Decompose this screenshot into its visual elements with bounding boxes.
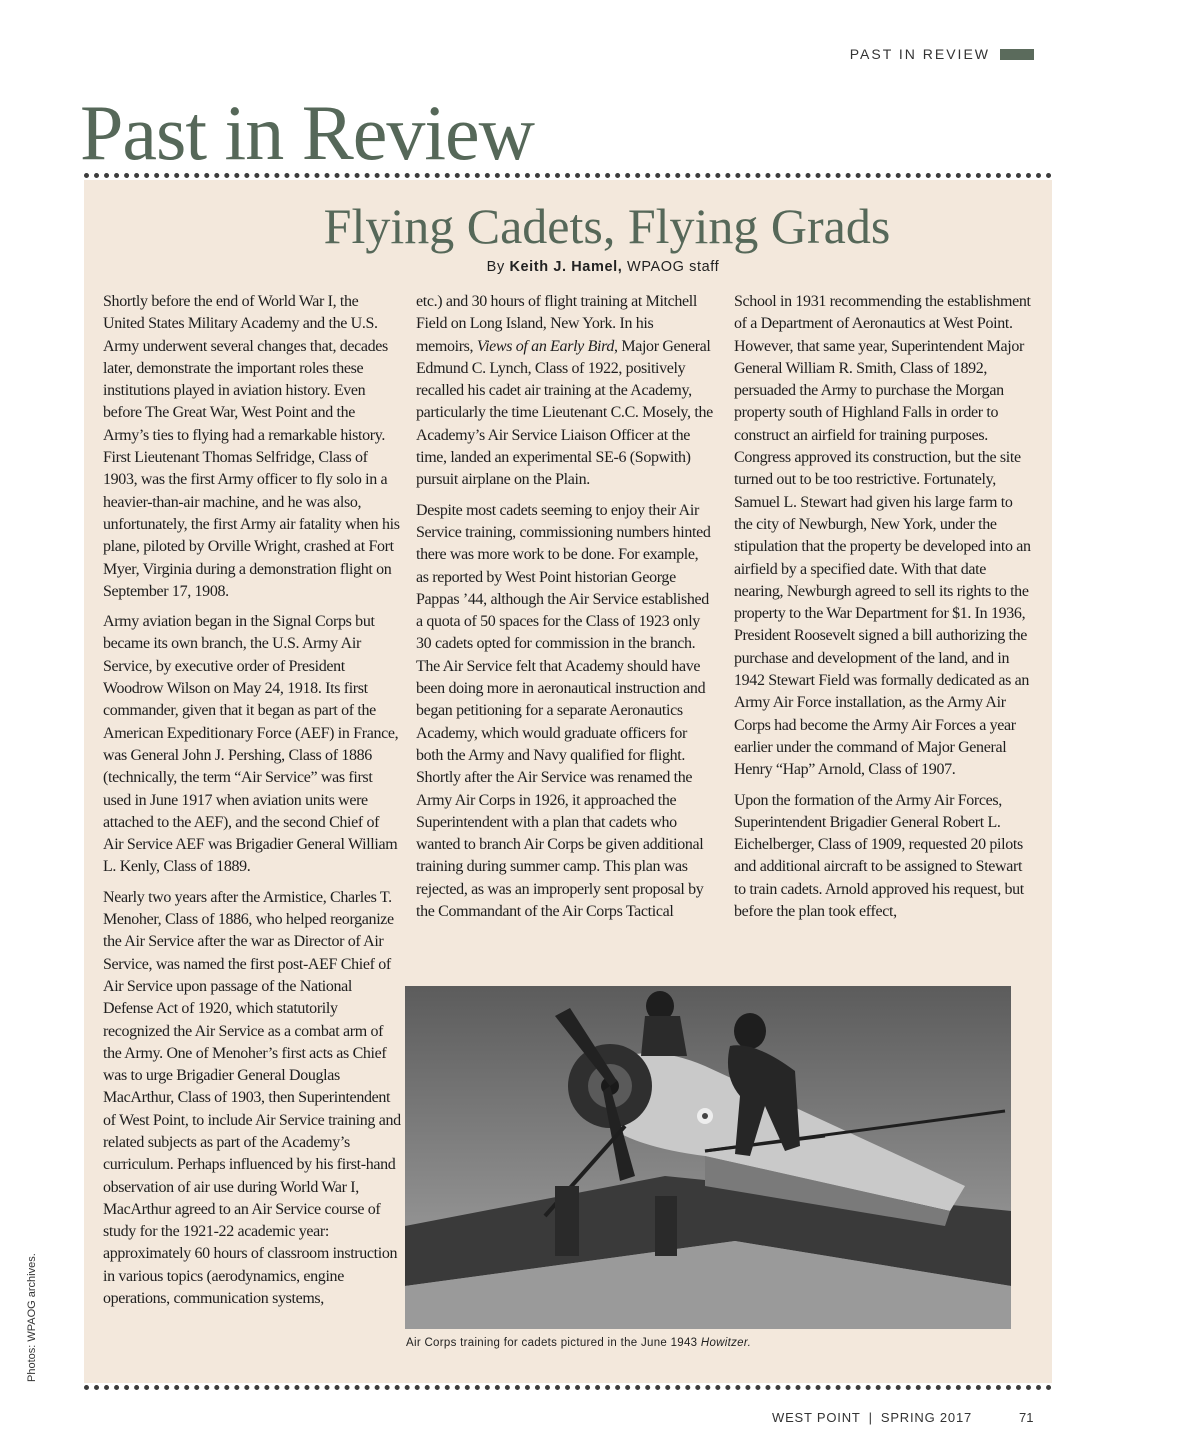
paragraph: Upon the formation of the Army Air Forces, Superintendent Brigadier General Robert L. Eichelberger, Class of 1909, requested 20 pilots and additional aircraft to be assigned to Stewart to train cadets. Arnold approved his request, but before the plan took effect, — [734, 791, 1024, 921]
article-headline: Flying Cadets, Flying Grads — [323, 198, 891, 254]
paragraph: Army aviation began in the Signal Corps but became its own branch, the U.S. Army Air Service, by executive order of President Woodrow Wilson on May 24, 1918. Its first commander, given that it began as part of the American Expeditionary Force (AEF) in France, was General John J. Pershing, Class of 1886 (technically, the term “Air Service” was first used in June 1917 when aviation units were attached to the AEF), and the second Chief of Air Service AEF was Brigadier General William L. Kenly, Class of 1889. — [103, 613, 399, 876]
publication-name: WEST POINT — [772, 1410, 861, 1425]
page-footer — [772, 1410, 972, 1425]
book-title: Views of an Early Bird — [476, 337, 615, 355]
running-head — [850, 46, 1034, 62]
author-name: Keith J. Hamel, — [509, 259, 623, 275]
page-number: 71 — [1019, 1410, 1034, 1425]
caption-publication: Howitzer. — [700, 1337, 752, 1349]
text-run: etc.) and 30 hours of flight training at Mitchell Field on Long Island, New York. In his memoirs, — [416, 293, 697, 355]
paragraph: Nearly two years after the Armistice, Charles T. Menoher, Class of 1886, who helped reorganize the Air Service after the war as Director of Air Service, was named the first post-AEF Chief of Air Service upon passage of the National Defense Act of 1920, which statutorily recognized the Air Service as a combat arm of the Army. One of Menoher’s first acts as Chief was to urge Brigadier General Douglas MacArthur, Class of 1903, then Superintendent of West Point, to include Air Service training and related subjects as part of the Academy’s curriculum. Perhaps influenced by his first-hand observation of air use during World War I, MacArthur agreed to an Air Service course of study for the 1921-22 academic year: approximately 60 hours of classroom instruction in various topics (aerodynamics, engine operations, communication systems, — [103, 888, 401, 1308]
text-run: , Major General Edmund C. Lynch, Class of 1922, positively recalled his cadet air training at the Academy, particularly the time Lieutenant C.C. Mosely, the Academy’s Air Service Liaison Officer at the time, landed an experimental SE-6 (Sopwith) pursuit airplane on the Plain. — [416, 337, 713, 489]
paragraph — [416, 291, 714, 492]
photo-illustration — [405, 986, 1011, 1329]
paragraph: Shortly before the end of World War I, the United States Military Academy and the U.S. Army underwent several changes that, decades later, demonstrate the important roles these institutions played in aviation history. Even before The Great War, West Point and the Army’s ties to flying had a remarkable history. First Lieutenant Thomas Selfridge, Class of 1903, was the first Army officer to fly solo in a heavier-than-air machine, and he was also, unfortunately, the first Army air fatality when his plane, piloted by Orville Wright, crashed at Fort Myer, Virginia during a demonstration flight on September 17, 1908. — [103, 293, 400, 600]
article-column-2 — [416, 291, 714, 967]
article-column-1 — [103, 291, 401, 1375]
byline — [84, 259, 1052, 275]
running-head-label: PAST IN REVIEW — [849, 46, 990, 62]
paragraph: Despite most cadets seeming to enjoy their Air Service training, commissioning numbers hinted there was more work to be done. For example, as reported by West Point historian George Pappas ’44, although the Air Service established a quota of 50 spaces for the Class of 1923 only 30 cadets opted for commission in the branch. The Air Service felt that Academy should have been doing more in aeronautical instruction and began petitioning for a separate Aeronautics Academy, which would graduate officers for both the Army and Navy qualified for flight. Shortly after the Air Service was renamed the Army Air Corps in 1926, it approached the Superintendent with a plan that cadets who wanted to branch Air Corps be given additional training during summer camp. This plan was rejected, as was an improperly sent proposal by the Commandant of the Air Corps Tactical — [416, 501, 711, 921]
paragraph: School in 1931 recommending the establishment of a Department of Aeronautics at West Point. However, that same year, Superintendent Major General William R. Smith, Class of 1892, persuaded the Army to purchase the Morgan property south of Highland Falls in order to construct an airfield for training purposes. Congress approved its construction, but the site turned out to be too restrictive. Fortunately, Samuel L. Stewart had given his large farm to the city of Newburgh, New York, under the stipulation that the property be developed into an airfield by a specified date. With that date nearing, Newburgh agreed to sell its rights to the property to the War Department for $1. In 1936, President Roosevelt signed a bill authorizing the purchase and development of the land, and in 1942 Stewart Field was formally dedicated as an Army Air Force installation, as the Army Air Corps had become the Army Air Forces a year earlier under the command of Major General Henry “Hap” Arnold, Class of 1907. — [734, 293, 1031, 779]
caption-text: Air Corps training for cadets pictured in the June 1943 — [406, 1337, 701, 1349]
author-role: WPAOG staff — [627, 259, 720, 275]
bottom-dotted-rule — [84, 1385, 1052, 1390]
archival-airplane-photo — [405, 986, 1011, 1329]
article-column-3 — [734, 291, 1032, 967]
photo-credit: Photos: WPAOG archives. — [26, 1253, 38, 1382]
running-head-bar — [1000, 49, 1034, 60]
photo-caption — [406, 1337, 751, 1349]
byline-prefix: By — [486, 259, 505, 275]
top-dotted-rule — [84, 173, 1052, 178]
issue-label: SPRING 2017 — [880, 1410, 973, 1425]
footer-separator: | — [868, 1410, 873, 1425]
section-title: Past in Review — [80, 89, 534, 176]
